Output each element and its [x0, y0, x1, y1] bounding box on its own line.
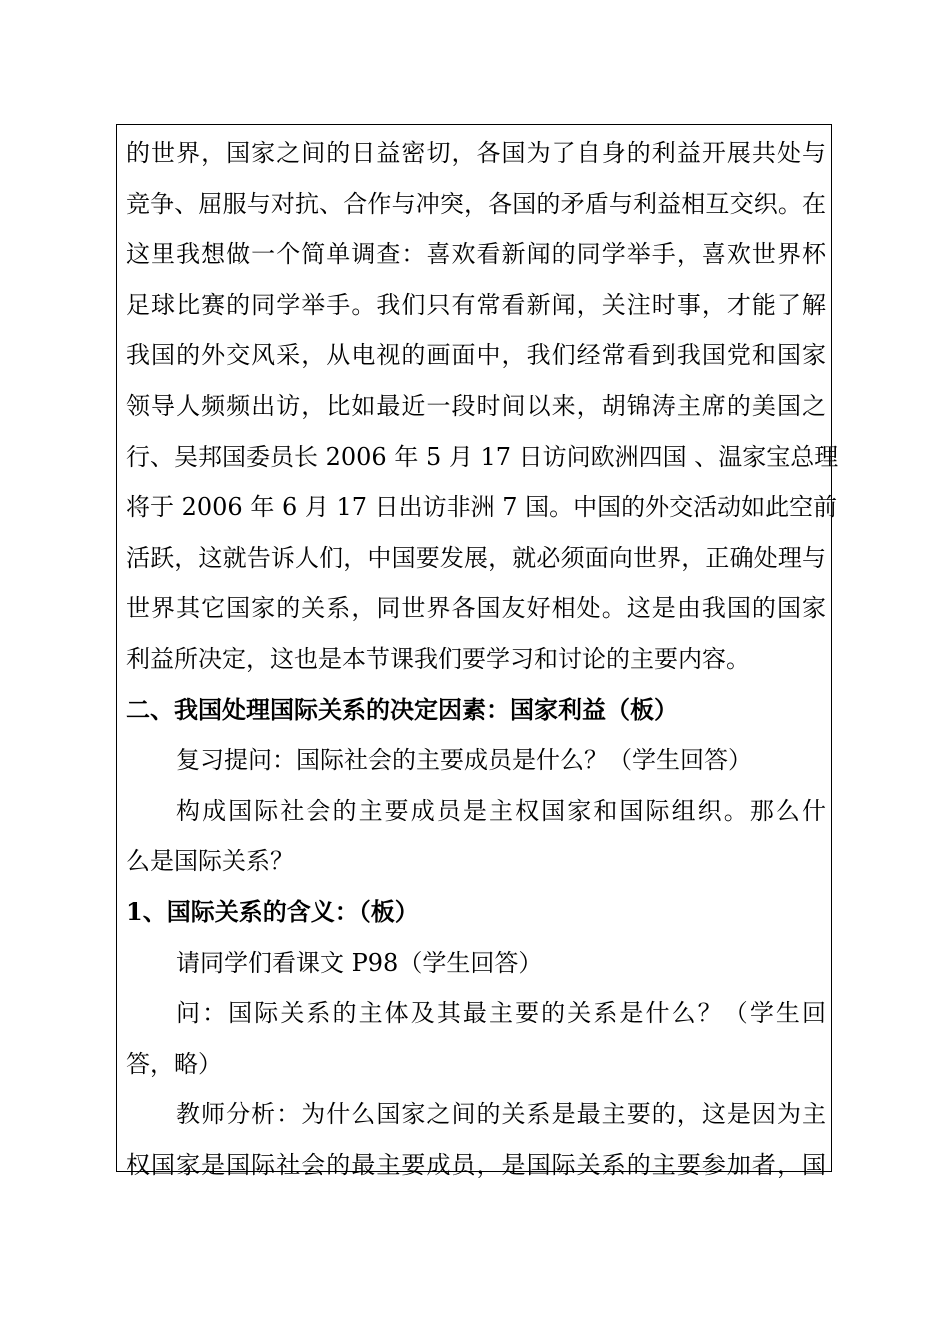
section-heading-2: 二、我国处理国际关系的决定因素：国家利益（板） — [126, 694, 678, 724]
paragraph-line-7: 行、吴邦国委员长 2006 年 5 月 17 日访问欧洲四国 、温家宝总理 — [126, 442, 839, 471]
analysis-line-2: 权国家是国际社会的最主要成员，是国际关系的主要参加者，国 — [126, 1150, 826, 1179]
paragraph-line-11: 利益所决定，这也是本节课我们要学习和讨论的主要内容。 — [126, 644, 750, 673]
analysis-line-1: 教师分析：为什么国家之间的关系是最主要的，这是因为主 — [176, 1100, 826, 1129]
paragraph-line-5: 我国的外交风采，从电视的画面中，我们经常看到我国党和国家 — [126, 341, 826, 370]
members-line-1: 构成国际社会的主要成员是主权国家和国际组织。那么什 — [176, 796, 826, 825]
document-body — [126, 128, 839, 1190]
paragraph-line-10: 世界其它国家的关系，同世界各国友好相处。这是由我国的国家 — [126, 594, 826, 623]
paragraph-line-9: 活跃，这就告诉人们，中国要发展，就必须面向世界，正确处理与 — [126, 543, 826, 572]
question-line-1: 问：国际关系的主体及其最主要的关系是什么？（学生回 — [176, 999, 826, 1028]
members-line-2: 么是国际关系？ — [126, 847, 294, 876]
paragraph-line-3: 这里我想做一个简单调查：喜欢看新闻的同学举手，喜欢世界杯 — [126, 240, 826, 269]
paragraph-line-1: 的世界，国家之间的日益密切，各国为了自身的利益开展共处与 — [126, 139, 826, 167]
subheading-1: 1、国际关系的含义：（板） — [126, 896, 419, 926]
question-line-2: 答，略） — [126, 1049, 222, 1078]
paragraph-line-6: 领导人频频出访，比如最近一段时间以来，胡锦涛主席的美国之 — [126, 391, 826, 420]
paragraph-line-8: 将于 2006 年 6 月 17 日出访非洲 7 国。中国的外交活动如此空前 — [126, 493, 838, 522]
paragraph-line-2: 竞争、屈服与对抗、合作与冲突，各国的矛盾与利益相互交织。在 — [126, 189, 826, 218]
paragraph-line-4: 足球比赛的同学举手。我们只有常看新闻，关注时事，才能了解 — [126, 290, 826, 319]
review-question-line: 复习提问：国际社会的主要成员是什么？（学生回答） — [176, 746, 752, 775]
textbook-line: 请同学们看课文 P98（学生回答） — [176, 948, 543, 977]
